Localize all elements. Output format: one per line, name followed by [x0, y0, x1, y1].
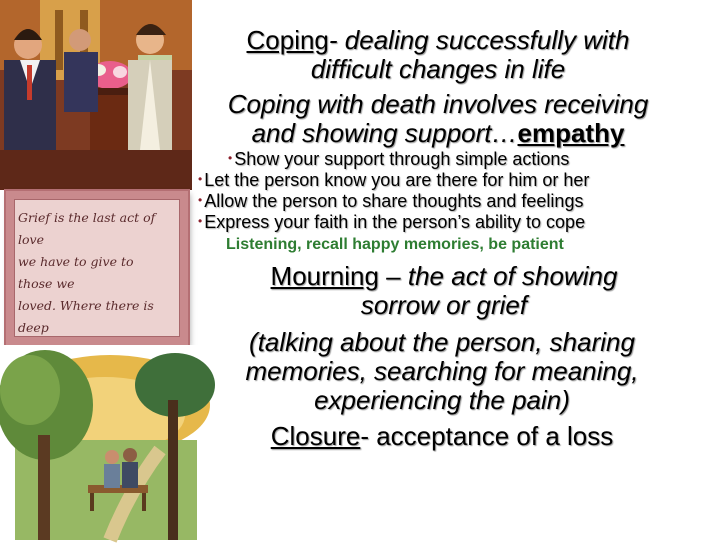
bullet-marker: • — [198, 193, 203, 207]
closure-definition — [192, 422, 692, 451]
park-bench-couple-image — [0, 345, 212, 540]
bullet-item — [228, 148, 569, 170]
green-note: Listening, recall happy memories, be patient — [226, 236, 564, 253]
coping-definition-line1 — [196, 26, 680, 55]
coping-death-line2 — [190, 119, 686, 148]
coping-death-line1: Coping with death involves receiving — [227, 89, 649, 119]
support-text: and showing support… — [251, 118, 518, 148]
bullet-text: Let the person know you are there for him or her — [204, 170, 590, 190]
bullet-text: Allow the person to share thoughts and feelings — [204, 191, 584, 211]
bullet-marker: • — [198, 172, 203, 186]
closure-term: Closure — [270, 421, 361, 451]
bullet-item — [198, 211, 585, 233]
bullet-text: Show your support through simple actions — [234, 149, 570, 169]
funeral-scene-illustration — [0, 0, 192, 190]
bullet-marker: • — [228, 151, 233, 165]
bullet-marker: • — [198, 214, 203, 228]
quote-card-frame — [6, 191, 188, 345]
bullet-item — [198, 190, 583, 212]
coping-term: Coping — [246, 25, 329, 55]
empathy-term: empathy — [517, 118, 625, 148]
bullet-text: Express your faith in the person’s ability to cope — [204, 212, 586, 232]
funeral-scene-image — [0, 0, 192, 190]
coping-definition-line2: difficult changes in life — [310, 54, 566, 84]
coping-definition: - dealing successfully with — [328, 25, 630, 55]
grief-quote-line: we have to give to those we — [18, 254, 134, 291]
closure-text: - acceptance of a loss — [360, 421, 614, 451]
mourning-definition-line2: sorrow or grief — [360, 290, 528, 320]
mourning-term: Mourning — [270, 261, 379, 291]
grief-quote-card — [0, 185, 196, 355]
bullet-item — [198, 169, 589, 191]
mourning-definition: – the act of showing — [378, 261, 618, 291]
mourning-examples-line1: (talking about the person, sharing — [249, 327, 635, 357]
mourning-examples-line2: memories, searching for meaning, — [245, 356, 639, 386]
mourning-definition-line1 — [196, 262, 692, 291]
mourning-examples-line3: experiencing the pain) — [314, 385, 570, 415]
grief-quote-line: Grief is the last act of love — [18, 210, 156, 247]
grief-quote-line: loved. Where there is deep — [18, 298, 154, 335]
park-bench-illustration — [0, 345, 212, 540]
